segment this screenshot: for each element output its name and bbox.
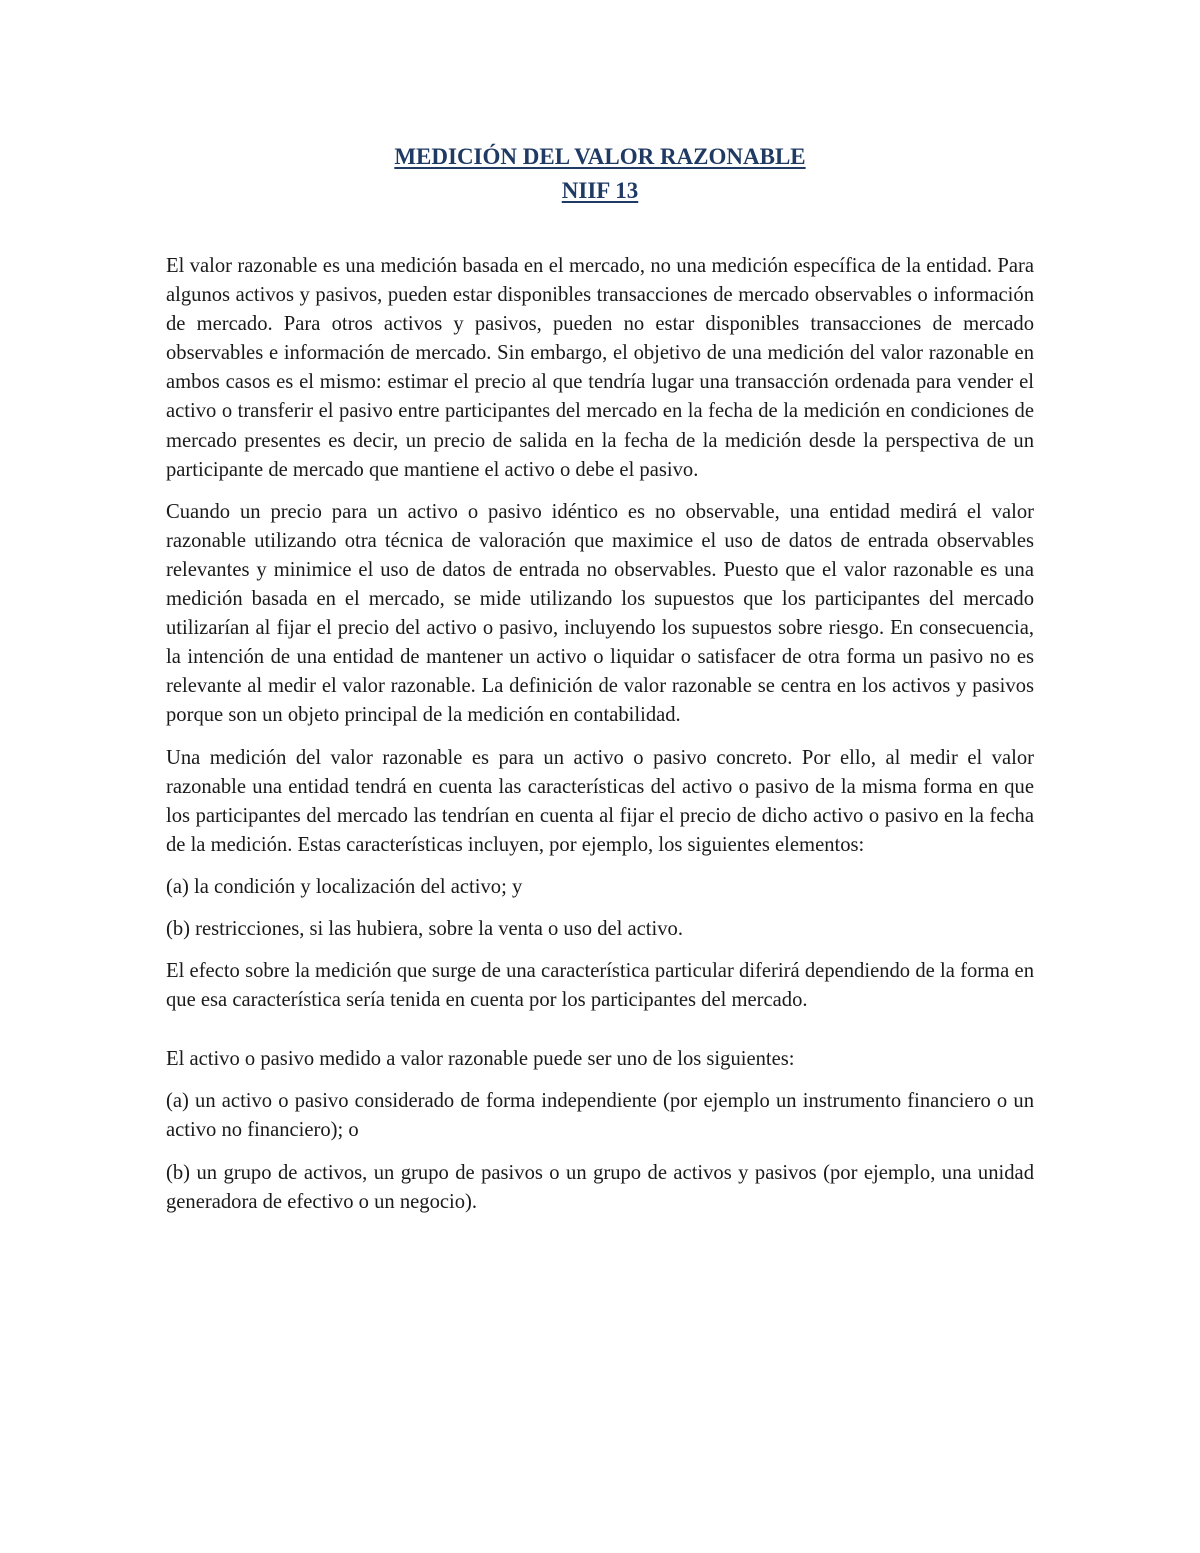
document-title: MEDICIÓN DEL VALOR RAZONABLE [394, 144, 806, 169]
list-item-b-group: (b) un grupo de activos, un grupo de pasivos o un grupo de activos y pasivos (por ejemplo, una unidad generadora de efectivo o un negocio). [166, 1161, 1034, 1213]
paragraph-characteristics: Una medición del valor razonable es para un activo o pasivo concreto. Por ello, al medir el valor razonable una entidad tendrá en cuenta las características del activo o pasivo de la misma forma en que los participantes del mercado las tendrían en cuenta al fijar el precio de dicho activo o pasivo en la fecha de la medición. Estas características incluyen, por ejemplo, los siguientes elementos: [166, 746, 1034, 856]
paragraph-unobservable-price: Cuando un precio para un activo o pasivo idéntico es no observable, una entidad medirá el valor razonable utilizando otra técnica de valoración que maximice el uso de datos de entrada observables relevantes y minimice el uso de datos de entrada no observables. Puesto que el valor razonable es una medición basada en el mercado, se mide utilizando los supuestos que los participantes del mercado utilizarían al fijar el precio del activo o pasivo, incluyendo los supuestos sobre riesgo. En consecuencia, la intención de una entidad de mantener un activo o liquidar o satisfacer de otra forma un pasivo no es relevante al medir el valor razonable. La definición de valor razonable se centra en los activos y pasivos porque son un objeto principal de la medición en contabilidad. [166, 500, 1034, 727]
paragraph-effect: El efecto sobre la medición que surge de una característica particular diferirá dependiendo de la forma en que esa característica sería tenida en cuenta por los participantes del mercado. [166, 960, 1034, 1012]
list-item-a-condition: (a) la condición y localización del activo; y [166, 875, 523, 898]
list-item-b-restrictions: (b) restricciones, si las hubiera, sobre la venta o uso del activo. [166, 917, 683, 940]
paragraph-asset-or-liability: El activo o pasivo medido a valor razonable puede ser uno de los siguientes: [166, 1048, 795, 1071]
list-item-a-standalone: (a) un activo o pasivo considerado de forma independiente (por ejemplo un instrumento financiero o un activo no financiero); o [166, 1090, 1034, 1142]
document-page [166, 140, 1034, 1230]
document-subtitle: NIIF 13 [561, 178, 639, 203]
document-title-block [166, 140, 1034, 208]
paragraph-intro: El valor razonable es una medición basada en el mercado, no una medición específica de la entidad. Para algunos activos y pasivos, pueden estar disponibles transacciones de mercado observables o información de mercado. Para otros activos y pasivos, pueden no estar disponibles transacciones de mercado observables e información de mercado. Sin embargo, el objetivo de una medición del valor razonable en ambos casos es el mismo: estimar el precio al que tendría lugar una transacción ordenada para vender el activo o transferir el pasivo entre participantes del mercado en la fecha de la medición en condiciones de mercado presentes es decir, un precio de salida en la fecha de la medición desde la perspectiva de un participante de mercado que mantiene el activo o debe el pasivo. [166, 255, 1034, 481]
